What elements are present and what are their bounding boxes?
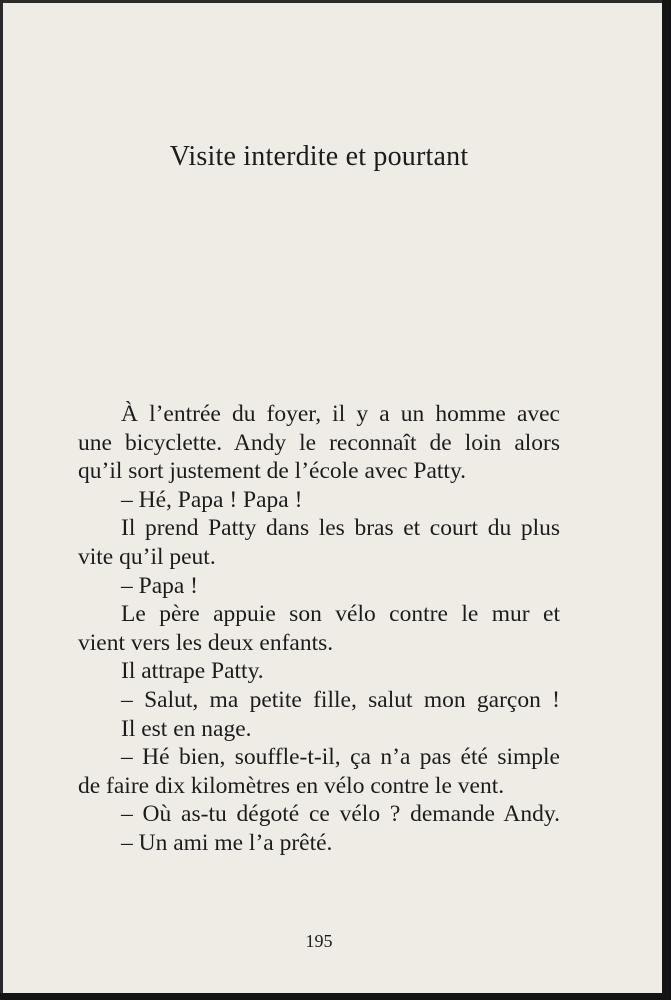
text-line: Il est en nage. <box>121 715 252 742</box>
page-bottom-edge <box>0 993 671 1000</box>
text-line: une bicyclette. Andy le reconnaît de loin alors <box>78 429 560 456</box>
text-line: de faire dix kilomètres en vélo contre le vent. <box>78 772 505 799</box>
text-line: vient vers les deux enfants. <box>78 629 334 656</box>
text-line: À l’entrée du foyer, il y a un homme avec <box>121 401 560 427</box>
text-line: – Où as-tu dégoté ce vélo ? demande Andy. <box>121 801 560 828</box>
text-line: Il attrape Patty. <box>121 658 264 685</box>
body-text <box>78 400 560 858</box>
page-right-edge <box>662 0 671 1000</box>
text-line: vite qu’il peut. <box>78 543 216 570</box>
text-line: – Salut, ma petite fille, salut mon garçon ! <box>121 686 560 713</box>
text-line: Le père appuie son vélo contre le mur et <box>121 601 560 628</box>
text-line: – Hé bien, souffle-t-il, ça n’a pas été simple <box>121 744 560 771</box>
page-number: 195 <box>305 931 333 951</box>
text-line: qu’il sort justement de l’école avec Patty. <box>78 458 467 485</box>
text-line: – Un ami me l’a prêté. <box>121 829 333 856</box>
text-line: – Hé, Papa ! Papa ! <box>121 486 303 513</box>
chapter-title: Visite interdite et pourtant <box>169 141 469 172</box>
text-line: – Papa ! <box>121 572 199 599</box>
text-line: Il prend Patty dans les bras et court du plus <box>121 515 560 542</box>
